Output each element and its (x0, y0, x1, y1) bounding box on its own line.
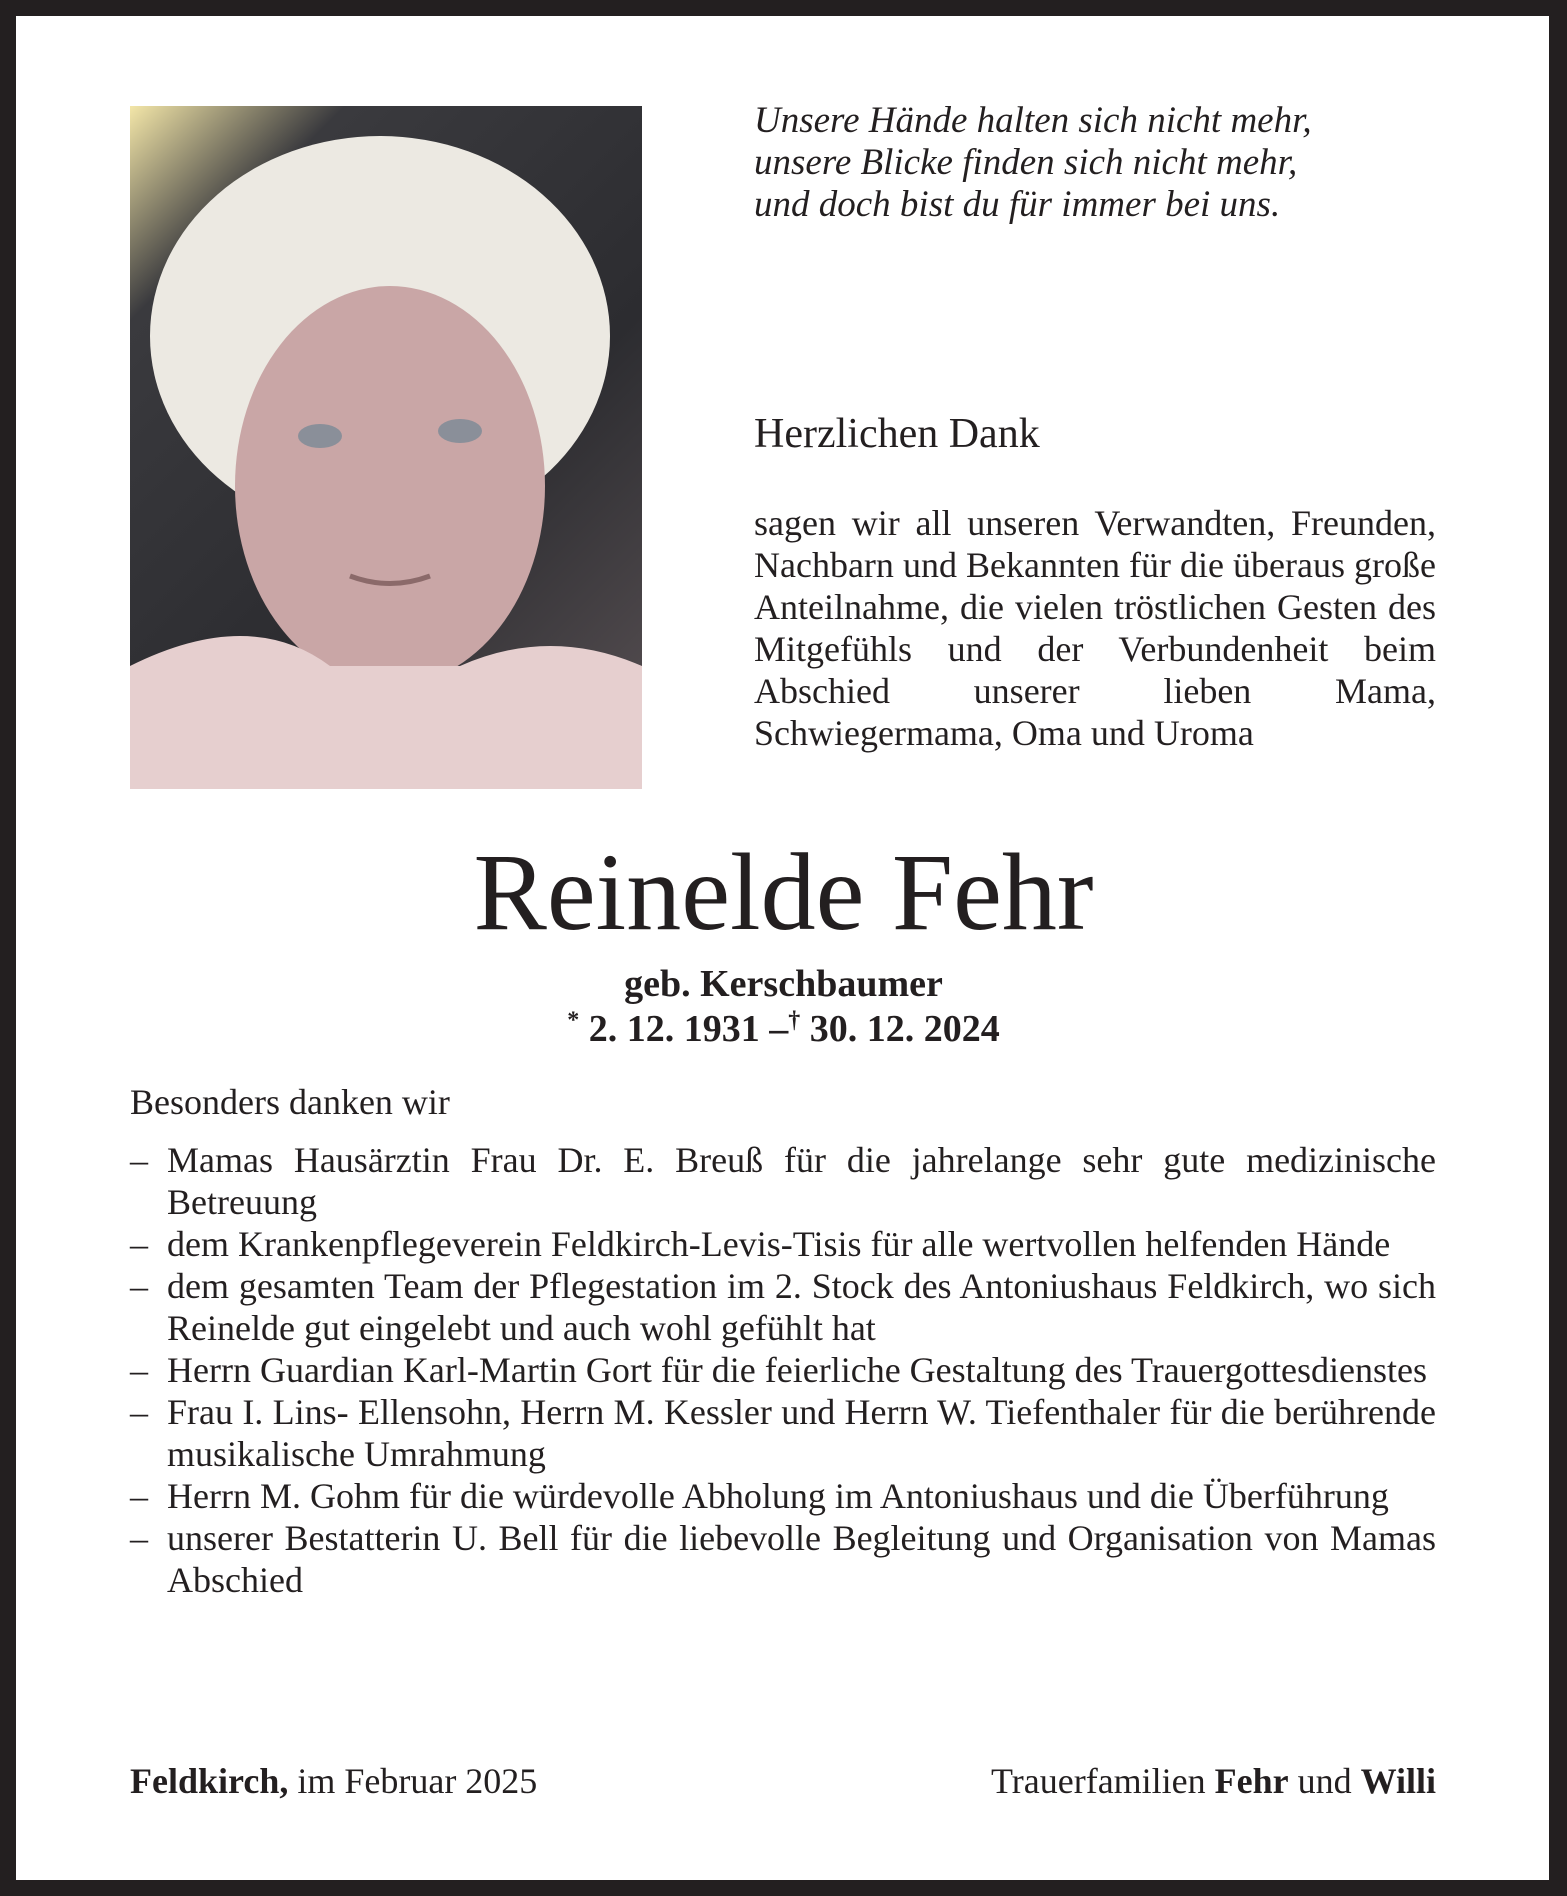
dash: – (130, 1350, 148, 1390)
list-item-text: Mamas Hausärztin Frau Dr. E. Breuß für die jahrelange sehr gute medizinische Betreuung (167, 1140, 1436, 1222)
list-item (130, 1475, 1436, 1517)
list-item (130, 1391, 1436, 1475)
list-item (130, 1223, 1436, 1265)
death-symbol: † (788, 1007, 801, 1034)
list-item (130, 1265, 1436, 1349)
birth-name: geb. Kerschbaumer (624, 963, 943, 1005)
dash: – (130, 1392, 148, 1432)
list-item (130, 1349, 1436, 1391)
family-name: Willi (1360, 1761, 1436, 1801)
deceased-name: Reinelde Fehr (473, 831, 1094, 953)
special-thanks-heading: Besonders danken wir (130, 1082, 450, 1122)
list-item-text: Frau I. Lins- Ellensohn, Herrn M. Kessler und Herrn W. Tiefenthaler für die berührende musikalische Umrahmung (167, 1392, 1436, 1474)
conjunction: und (1288, 1761, 1361, 1801)
dash: – (130, 1224, 148, 1264)
birth-date: 2. 12. 1931 (588, 1008, 760, 1050)
place-date (130, 1760, 537, 1802)
dash: – (130, 1476, 148, 1516)
death-date: 30. 12. 2024 (809, 1008, 1000, 1050)
quote-line: unsere Blicke finden sich nicht mehr, (754, 142, 1298, 183)
dash: – (130, 1518, 148, 1558)
dash: – (130, 1140, 148, 1180)
list-item-text: dem gesamten Team der Pflegestation im 2. Stock des Antoniushaus Feldkirch, wo sich Reinelde gut eingelebt und auch wohl gefühlt hat (167, 1266, 1436, 1348)
date: im Februar 2025 (288, 1761, 538, 1801)
birth-symbol: * (567, 1007, 580, 1034)
life-dates (0, 1007, 1567, 1051)
quote-line: Unsere Hände halten sich nicht mehr, (754, 100, 1312, 141)
quote-line: und doch bist du für immer bei uns. (754, 184, 1281, 225)
list-item (130, 1517, 1436, 1601)
portrait-photo (130, 106, 642, 789)
thanks-heading: Herzlichen Dank (754, 411, 1040, 457)
families-prefix: Trauerfamilien (991, 1761, 1215, 1801)
list-item-text: Herrn Guardian Karl-Martin Gort für die feierliche Gestaltung des Trauergottesdienstes (167, 1350, 1427, 1390)
list-item (130, 1139, 1436, 1223)
list-item-text: dem Krankenpflegeverein Feldkirch-Levis-Tisis für alle wertvollen helfenden Hände (167, 1224, 1391, 1264)
family-name: Fehr (1214, 1761, 1289, 1801)
place: Feldkirch, (130, 1761, 289, 1801)
date-separator: – (759, 1008, 789, 1050)
special-thanks-list (130, 1139, 1436, 1601)
list-item-text: Herrn M. Gohm für die würdevolle Abholung im Antoniushaus und die Überführung (167, 1476, 1389, 1516)
signature-families (991, 1760, 1436, 1802)
memorial-quote (754, 100, 1312, 226)
list-item-text: unserer Bestatterin U. Bell für die liebevolle Begleitung und Organisation von Mamas Abschied (167, 1518, 1436, 1600)
thanks-body: sagen wir all unseren Verwandten, Freunden, Nachbarn und Bekannten für die überaus große Anteilnahme, die vielen tröstlichen Gesten des Mitgefühls und der Verbundenheit beim Abschied unserer lieben Mama, Schwiegermama, Oma und Uroma (754, 503, 1436, 753)
dash: – (130, 1266, 148, 1306)
